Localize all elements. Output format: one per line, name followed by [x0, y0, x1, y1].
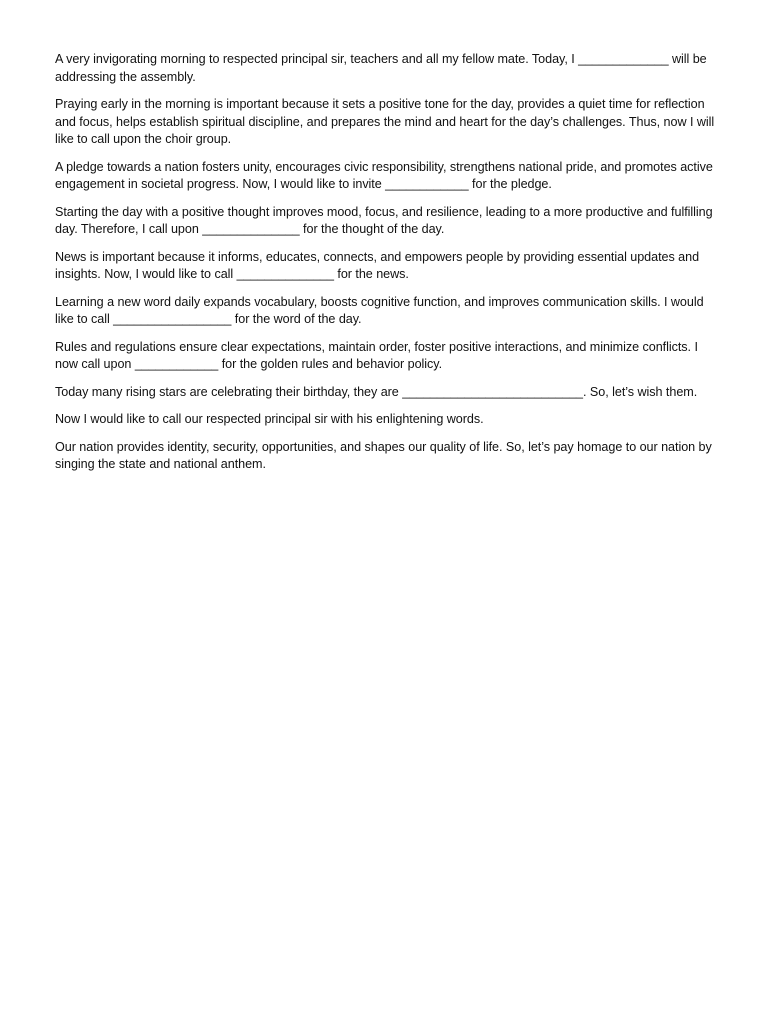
paragraph-birthdays: Today many rising stars are celebrating their birthday, they are __________________________. So, let’s wish them. [55, 384, 698, 399]
paragraph-thought: Starting the day with a positive thought improves mood, focus, and resilience, leading to a more productive and fulfilling day. Therefore, I call upon ______________ for the thought of the day. [55, 204, 713, 236]
paragraph-word-of-day: Learning a new word daily expands vocabulary, boosts cognitive function, and improves communication skills. I would like to call _________________ for the word of the day. [55, 294, 704, 326]
paragraph-principal: Now I would like to call our respected principal sir with his enlightening words. [55, 412, 484, 426]
paragraph-anthem: Our nation provides identity, security, opportunities, and shapes our quality of life. So, let’s pay homage to our nation by singing the state and national anthem. [55, 439, 712, 471]
paragraph-rules: Rules and regulations ensure clear expectations, maintain order, foster positive interactions, and minimize conflicts. I now call upon ____________ for the golden rules and behavior policy. [55, 339, 698, 371]
paragraph-news: News is important because it informs, educates, connects, and empowers people by providing essential updates and insights. Now, I would like to call ______________ for the news. [55, 249, 700, 281]
document-body [55, 51, 715, 484]
paragraph-greeting: A very invigorating morning to respected principal sir, teachers and all my fellow mate. Today, I _____________ will be addressing the assembly. [55, 52, 707, 84]
paragraph-pledge: A pledge towards a nation fosters unity, encourages civic responsibility, strengthens national pride, and promotes active engagement in societal progress. Now, I would like to invite ____________ for the pledge. [55, 159, 713, 191]
paragraph-prayer: Praying early in the morning is important because it sets a positive tone for the day, provides a quiet time for reflection and focus, helps establish spiritual discipline, and prepares the mind and heart for the day’s challenges. Thus, now I will like to call upon the choir group. [55, 97, 715, 146]
